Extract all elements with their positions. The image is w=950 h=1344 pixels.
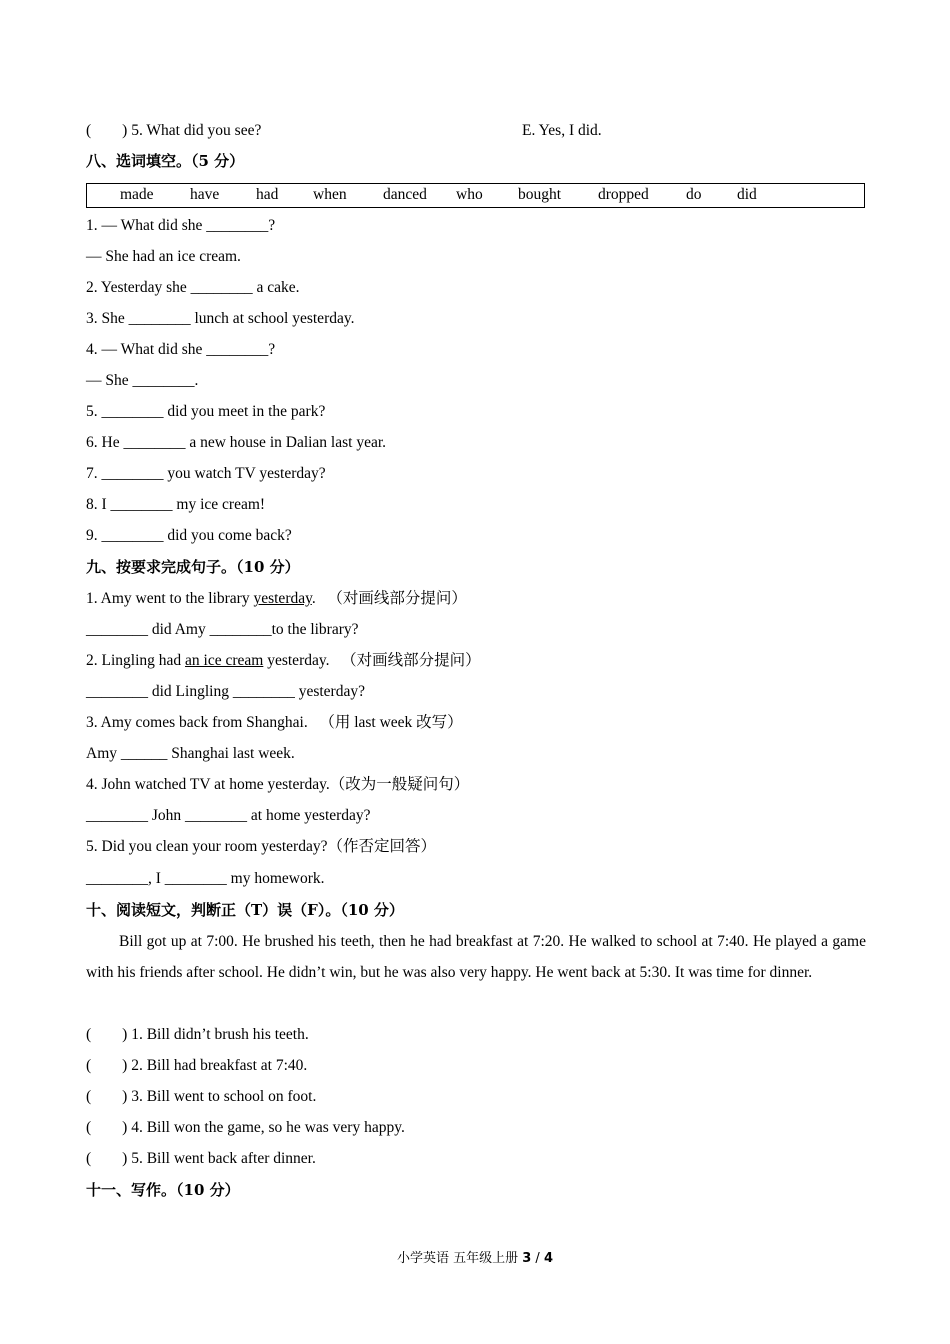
tf-item: ( ) 5. Bill went back after dinner. bbox=[86, 1150, 316, 1167]
s9-question-3: 3. Amy comes back from Shanghai. （用 last week 改写） bbox=[86, 714, 463, 731]
word-bank-item: who bbox=[456, 186, 483, 203]
s8-line: 3. She ________ lunch at school yesterday. bbox=[86, 310, 355, 327]
s9-answer-5: ________, I ________ my homework. bbox=[86, 870, 325, 887]
s9-question-5: 5. Did you clean your room yesterday?（作否定回答） bbox=[86, 838, 436, 855]
word-bank-item: do bbox=[686, 186, 702, 203]
tf-item: ( ) 3. Bill went to school on foot. bbox=[86, 1088, 317, 1105]
s8-line: 6. He ________ a new house in Dalian last year. bbox=[86, 434, 387, 451]
s8-line: 7. ________ you watch TV yesterday? bbox=[86, 465, 326, 482]
underlined-part: yesterday bbox=[253, 590, 312, 607]
s9-answer-2: ________ did Lingling ________ yesterday? bbox=[86, 683, 365, 700]
section-10-heading: 十、阅读短文，判断正（T）误（F）。（10 分） bbox=[86, 901, 404, 919]
word-bank-item: made bbox=[120, 186, 154, 203]
word-bank-item: danced bbox=[383, 186, 427, 203]
s8-line: — She had an ice cream. bbox=[86, 248, 241, 265]
word-bank bbox=[86, 183, 865, 208]
s9-question-4: 4. John watched TV at home yesterday.（改为一般疑问句） bbox=[86, 776, 470, 793]
s8-line: 2. Yesterday she ________ a cake. bbox=[86, 279, 300, 296]
s8-line: — She ________. bbox=[86, 372, 199, 389]
word-bank-item: dropped bbox=[598, 186, 649, 203]
s9-question-1: 1. Amy went to the library yesterday. （对画线部分提问） bbox=[86, 590, 467, 607]
s8-line: 8. I ________ my ice cream! bbox=[86, 496, 266, 513]
tf-item: ( ) 4. Bill won the game, so he was very happy. bbox=[86, 1119, 405, 1136]
page-total: 4 bbox=[543, 1251, 553, 1266]
section-9-heading: 九、按要求完成句子。（10 分） bbox=[86, 558, 300, 576]
s8-line: 1. — What did she ________? bbox=[86, 217, 276, 234]
s9-question-2: 2. Lingling had an ice cream yesterday. （对画线部分提问） bbox=[86, 652, 481, 669]
word-bank-item: had bbox=[256, 186, 279, 203]
tf-item: ( ) 2. Bill had breakfast at 7:40. bbox=[86, 1057, 308, 1074]
s8-line: 4. — What did she ________? bbox=[86, 341, 276, 358]
s9-answer-1: ________ did Amy ________to the library? bbox=[86, 621, 359, 638]
word-bank-item: when bbox=[313, 186, 347, 203]
match-item-5: ( ) 5. What did you see? bbox=[86, 122, 262, 139]
word-bank-item: have bbox=[190, 186, 220, 203]
page-footer: 小学英语 五年级上册 3 / 4 bbox=[396, 1251, 553, 1266]
word-bank-item: bought bbox=[518, 186, 562, 203]
word-bank-item: did bbox=[737, 186, 757, 203]
s8-line: 5. ________ did you meet in the park? bbox=[86, 403, 326, 420]
underlined-part: an ice cream bbox=[185, 652, 264, 669]
reading-passage: Bill got up at 7:00. He brushed his teeth, then he had breakfast at 7:20. He walked to school at 7:40. He played a game with his friends after school. He didn’t win, but he was also very happy. He went back at 5:30. It was time for dinner. bbox=[86, 933, 866, 981]
page-number: 3 bbox=[522, 1251, 532, 1266]
tf-item: ( ) 1. Bill didn’t brush his teeth. bbox=[86, 1026, 309, 1043]
s9-answer-3: Amy ______ Shanghai last week. bbox=[86, 745, 295, 762]
section-11-heading: 十一、写作。（10 分） bbox=[86, 1181, 240, 1199]
s9-answer-4: ________ John ________ at home yesterday? bbox=[86, 807, 371, 824]
s8-line: 9. ________ did you come back? bbox=[86, 527, 292, 544]
section-8-heading: 八、选词填空。（5 分） bbox=[86, 152, 245, 170]
match-option-e: E. Yes, I did. bbox=[522, 122, 602, 139]
